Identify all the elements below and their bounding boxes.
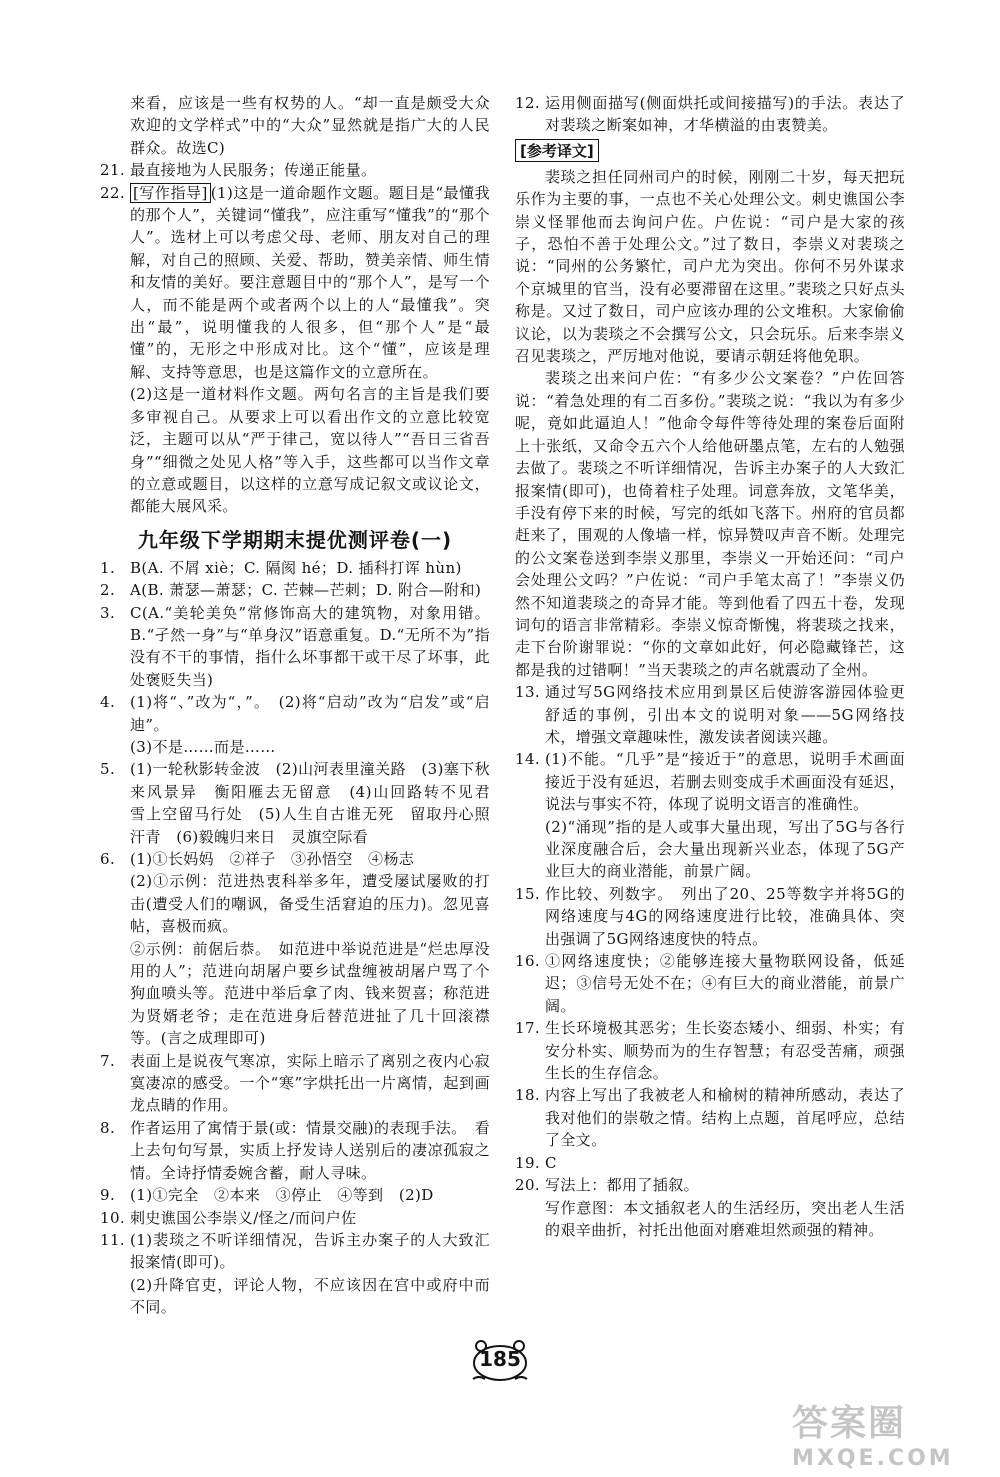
answer-number: 10. [100,1208,126,1227]
answer-item [515,1084,905,1151]
answer-number: 12. [515,94,541,112]
answer-item [515,1174,905,1196]
continued-text: 来看，应该是一些有权势的人。“却一直是颇受大众欢迎的文学样式”中的“大众”显然就是指广大的人民群众。故选C) [130,94,490,157]
answer-number [515,1197,545,1242]
answer-text: 通过写5G网络技术应用到景区后使游客游园体验更舒适的事例，引出本文的说明对象——5G网络技术，增强文章趣味性，激发读者阅读兴趣。 [545,683,905,746]
answer-text: (1)裴琰之不听详细情况，告诉主办案子的人大致汇报案情(即可)。 [130,1230,490,1272]
answer-text: A(B. 萧瑟—萧瑟；C. 芒棘—芒刺；D. 附合—附和) [130,581,482,600]
answer-item [100,1117,490,1184]
answer-text: 最直接地为人民服务；传递正能量。 [130,161,377,180]
answer-12 [515,92,905,137]
answer-number: 5. [100,760,116,779]
answer-item [100,1050,490,1117]
answer-item [100,736,490,758]
answer-number: 14. [515,750,541,769]
answer-text: (1)①完全 ②本来 ③停止 ④等到 (2)D [130,1186,434,1205]
answer-number: 2. [100,581,116,600]
answer-item [515,1197,905,1242]
answer-number [515,816,545,883]
answer-text: 运用侧面描写(侧面烘托或间接描写)的手法。表达了对裴琰之断案如神，才华横溢的由衷赞美。 [545,94,905,135]
answer-text: ②示例：前倨后恭。 如范进中举说范进是“烂忠厚没用的人”；范进向胡屠户要乡试盘缠被胡屠户骂了个狗血喷头等。范进中举后拿了肉、钱来贺喜；称范进为贤婿老爷；走在范进身后替范进扯了几十回滚襟等。(言之成理即可) [130,939,490,1048]
answer-number: 1. [100,558,116,577]
answer-text: 作者运用了寓情于景(或：情景交融)的表现手法。 看上去句句写景，实质上抒发诗人送别后的凄凉孤寂之情。全诗抒情委婉含蓄，耐人寻味。 [130,1118,490,1182]
answer-item [100,848,490,870]
answer-text: (2)①示例：范进热衷科举多年，遭受屡试屡败的打击(遭受人们的嘲讽，备受生活窘迫的压力)。忽见喜帖，喜极而疯。 [130,872,490,936]
answer-number: 18. [515,1086,541,1105]
answer-number [100,736,130,758]
answer-number: 19. [515,1153,541,1172]
answer-item [100,602,490,692]
answer-number: 13. [515,683,541,702]
answer-item [100,758,506,848]
watermark-text: 答案圈 [792,1403,907,1444]
answer-21 [100,159,490,181]
answer-item [515,681,905,748]
answer-text: C(A.“美轮美奂”常修饰高大的建筑物，对象用错。B.“孑然一身”与“单身汉”语意重复。D.“无所不为”指没有不干的事情，指什么坏事都干或干尽了坏事，此处褒贬失当) [130,603,490,689]
answer-number [100,938,130,1050]
answer-text: 刺史谯国公李崇义/怪之/而问户佐 [130,1208,357,1227]
answer-22-body [130,182,490,384]
answer-item [515,950,905,1017]
answer-text: ①网络速度快；②能够连接大量物联网设备，低延迟；③信号无处不在；④有巨大的商业潜能，前景广阔。 [545,952,905,1015]
answer-text: C [545,1153,557,1172]
answer-text: (1)将“、”改为“，”。 (2)将“启动”改为“启发”或“启迪”。 [130,693,490,734]
answer-text: 写作意图：本文插叙老人的生活经历，突出老人生活的艰辛曲折，衬托出他面对磨难坦然顽强的精神。 [545,1198,905,1239]
answer-text: 内容上写出了我被老人和榆树的精神所感动，表达了我对他们的崇敬之情。结构上点题，首尾呼应，总结了全文。 [545,1086,905,1150]
page-number: 185 [479,1347,521,1371]
writing-guide-p2: (2)这是一道材料作文题。两句名言的主旨是我们要多审视自己。从要求上可以看出作文的立意比较宽泛，主题可以从“严于律己，宽以待人”“吾日三省吾身”“细微之处见人格”等入手，这些都可以当作文章的立意或题目，以这样的立意写成记叙文或议论文，都能大展风采。 [130,385,490,516]
answer-item [515,1017,905,1084]
answer-number: 7. [100,1051,116,1070]
answer-text: 作比较、列数字。 列出了20、25等数字并将5G的网络速度与4G的网络速度进行比较，准确具体、突出强调了5G网络速度快的特点。 [545,884,905,948]
reference-translation-p1: 裴琰之担任同州司户的时候，刚刚二十岁，每天把玩乐作为主要的事，一点也不关心处理公文。刺史谯国公李崇义怪罪他而去询问户佐。户佐说：“司户是大家的孩子，恐怕不善于处理公文。”过了数日，李崇义对裴琰之说：“同州的公务繁忙，司户尤为突出。你何不另外谋求个京城里的官当，没有必要滞留在这里。”裴琰之只好点头称是。又过了数日，司户应该办理的公文堆积。大家偷偷议论，以为裴琰之不会撰写公文，只会玩乐。后来李崇义召见裴琰之，严厉地对他说，要请示朝廷将他免职。 [515,167,905,366]
answer-item [100,1274,490,1319]
answer-item [515,883,905,950]
writing-guide-tag: [写作指导] [130,183,211,203]
answer-item [100,870,490,937]
reference-translation-heading: [参考译文] [515,139,599,162]
answer-item [515,816,905,883]
page-number-badge [465,1335,535,1385]
watermark-url: MXQE.COM [792,1446,954,1471]
answer-item [515,1152,905,1174]
answer-number: 20. [515,1176,541,1195]
left-answer-list [100,557,506,1319]
answer-text: (1)①长妈妈 ②祥子 ③孙悟空 ④杨志 [130,850,415,868]
writing-guide-p1: (1)这是一道命题作文题。题目是“最懂我的那个人”，关键词“懂我”，应注重写“懂我”的“那个人”。选材上可以考虑父母、老师、朋友对自己的理解，对自己的照顾、关爱、帮助，赞美亲情、师生情和友情的美好。要注意题目中的“那个人”，是写一个人，而不能是两个或者两个以上的人“最懂我”。突出“最”，说明懂我的人很多，但“那个人”是“最懂”的，无形之中形成对比。这个“懂”，应该是理解、支持等意思，也是这篇作文的立意所在。 [130,183,490,381]
section-title: 九年级下学期期末提优测评卷(一) [137,527,453,552]
answer-text: (2)升降官吏，评论人物，不应该因在宫中或府中而不同。 [130,1275,490,1317]
answer-text: B(A. 不屑 xiè；C. 隔阂 hé；D. 插科打诨 hùn) [130,558,462,577]
answer-item [100,557,490,579]
answer-number: 4. [100,693,116,712]
answer-number: 9. [100,1186,116,1205]
answer-number: 8. [100,1118,116,1137]
watermark-logo [792,1395,982,1475]
answer-text: (1)一轮秋影转金波 (2)山河表里潼关路 (3)塞下秋来风景异 衡阳雁去无留意 (4)山回路转不见君 雪上空留马行处 (5)人生自古谁无死 留取丹心照汗青 (6)毅魄归来日 灵旗空际看 [130,760,506,846]
reference-translation-p2: 裴琰之出来问户佐：“有多少公文案卷？”户佐回答说：“着急处理的有二百多份。”裴琰之说：“我以为有多少呢，竟如此逼迫人！”他命令每件等待处理的案卷后面附上十张纸，又命令五六个人给他研墨点笔，左右的人勉强去做了。裴琰之不听详细情况，告诉主办案子的人大致汇报案情(即可)，也倚着柱子处理。词意奔放，文笔华美，手没有停下来的时候，写完的纸如飞落下。州府的官员都赶来了，围观的人像墙一样，惊异赞叹声音不断。处理完的公文案卷送到李崇义那里，李崇义一开始还问：“司户会处理公文吗？”户佐说：“司户手笔太高了！”李崇义仍然不知道裴琰之的奇异才能。等到他看了四五十卷，发现词句的语言非常精彩。李崇义惊奇惭愧，将裴琰之找来，走下台阶谢罪说：“你的文章如此好，何必隐藏锋芒，这都是我的过错啊！”当天裴琰之的声名就震动了全州。 [515,369,905,679]
answer-number [100,870,130,937]
answer-number: 22. [100,183,126,202]
answer-item [100,1207,490,1229]
answer-item [100,1184,490,1206]
left-column [100,92,506,1319]
answer-text: 表面上是说夜气寒凉，实际上暗示了离别之夜内心寂寞凄凉的感受。一个“寒”字烘托出一片离情，起到画龙点睛的作用。 [130,1051,490,1115]
right-answer-list [515,681,905,1241]
answer-number [100,1274,130,1319]
answer-item [515,748,905,815]
answer-number: 3. [100,603,116,622]
answer-item [100,691,490,736]
answer-text: 写法上：都用了插叙。 [545,1176,700,1195]
answer-text: (3)不是……而是…… [130,737,276,756]
answer-number: 17. [515,1019,541,1038]
answer-item [100,579,490,601]
answer-number: 6. [100,850,116,868]
answer-text: (1)不能。“几乎”是“接近于”的意思，说明手术画面接近于没有延迟，若删去则变成手术画面没有延迟，说法与事实不符，体现了说明文语言的准确性。 [545,750,905,814]
answer-number: 21. [100,161,126,180]
answer-number: 16. [515,952,541,971]
answer-text: 生长环境极其恶劣；生长姿态矮小、细弱、朴实；有安分朴实、顺势而为的生存智慧；有忍受苦痛，顽强生长的生存信念。 [545,1019,905,1083]
answer-number: 11. [100,1230,126,1249]
answer-item [100,1229,490,1274]
answer-number: 15. [515,884,541,903]
answer-item [100,938,490,1050]
answer-22 [100,182,490,384]
answer-text: (2)“涌现”指的是人或事大量出现，写出了5G与各行业深度融合后，会大量出现新兴业态，体现了5G产业巨大的商业潜能，前景广阔。 [545,817,905,881]
right-column [515,92,905,1241]
